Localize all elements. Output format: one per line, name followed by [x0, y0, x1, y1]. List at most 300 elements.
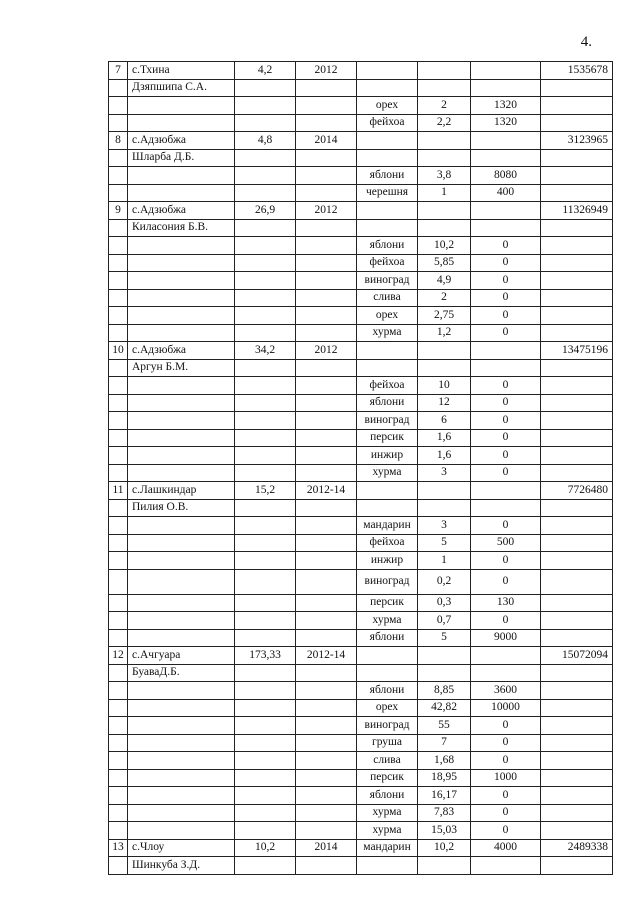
cell-year — [296, 499, 357, 517]
cell-row-number — [109, 699, 128, 717]
cell-amount — [541, 394, 613, 412]
cell-crop-area: 5 — [418, 629, 471, 647]
cell-crop: яблони — [357, 682, 418, 700]
cell-year: 2014 — [296, 132, 357, 150]
cell-location-owner: Шинкуба З.Д. — [128, 857, 235, 875]
cell-yield — [471, 664, 541, 682]
cell-crop-area: 1,2 — [418, 324, 471, 342]
cell-yield: 0 — [471, 394, 541, 412]
cell-amount — [541, 717, 613, 735]
table-row — [109, 822, 613, 840]
cell-row-number — [109, 612, 128, 630]
cell-yield: 0 — [471, 569, 541, 594]
cell-yield — [471, 342, 541, 360]
cell-row-number — [109, 324, 128, 342]
cell-crop-area: 1 — [418, 552, 471, 570]
cell-crop: персик — [357, 594, 418, 612]
table-row — [109, 412, 613, 430]
table-row — [109, 647, 613, 665]
table-row — [109, 482, 613, 500]
table-row — [109, 769, 613, 787]
table-row — [109, 664, 613, 682]
cell-yield — [471, 132, 541, 150]
cell-amount: 13475196 — [541, 342, 613, 360]
cell-row-number: 11 — [109, 482, 128, 500]
cell-row-number — [109, 184, 128, 202]
cell-area — [235, 682, 296, 700]
cell-location-owner — [128, 534, 235, 552]
cell-crop: виноград — [357, 272, 418, 290]
cell-amount — [541, 464, 613, 482]
cell-year — [296, 769, 357, 787]
cell-row-number — [109, 552, 128, 570]
cell-area — [235, 184, 296, 202]
cell-yield: 0 — [471, 464, 541, 482]
cell-amount — [541, 254, 613, 272]
cell-crop — [357, 359, 418, 377]
cell-yield: 1320 — [471, 97, 541, 115]
table-row — [109, 569, 613, 594]
cell-location-owner — [128, 752, 235, 770]
cell-yield: 0 — [471, 429, 541, 447]
cell-location-owner: БуаваД.Б. — [128, 664, 235, 682]
cell-location-owner — [128, 552, 235, 570]
cell-year: 2012-14 — [296, 482, 357, 500]
cell-crop: виноград — [357, 412, 418, 430]
table-row — [109, 184, 613, 202]
cell-location-owner: Пилия О.В. — [128, 499, 235, 517]
table-row — [109, 62, 613, 80]
table-row — [109, 359, 613, 377]
cell-crop — [357, 647, 418, 665]
cell-yield: 0 — [471, 307, 541, 325]
cell-amount — [541, 552, 613, 570]
cell-area — [235, 664, 296, 682]
cell-row-number — [109, 717, 128, 735]
cell-amount — [541, 429, 613, 447]
cell-area — [235, 464, 296, 482]
cell-year — [296, 307, 357, 325]
cell-location-owner — [128, 237, 235, 255]
table-row — [109, 682, 613, 700]
cell-amount — [541, 752, 613, 770]
cell-row-number — [109, 272, 128, 290]
cell-row-number: 12 — [109, 647, 128, 665]
cell-yield: 9000 — [471, 629, 541, 647]
cell-location-owner: Киласония Б.В. — [128, 219, 235, 237]
table-body — [109, 62, 613, 875]
table-row — [109, 394, 613, 412]
cell-year — [296, 699, 357, 717]
cell-area — [235, 629, 296, 647]
cell-area — [235, 499, 296, 517]
table-row — [109, 167, 613, 185]
cell-amount — [541, 377, 613, 395]
cell-row-number — [109, 664, 128, 682]
cell-amount — [541, 324, 613, 342]
cell-year — [296, 804, 357, 822]
cell-yield: 0 — [471, 787, 541, 805]
cell-crop: яблони — [357, 394, 418, 412]
table-row — [109, 787, 613, 805]
cell-crop: яблони — [357, 787, 418, 805]
table-row — [109, 447, 613, 465]
cell-amount — [541, 412, 613, 430]
cell-row-number — [109, 219, 128, 237]
table-row — [109, 517, 613, 535]
cell-amount — [541, 114, 613, 132]
cell-yield: 0 — [471, 237, 541, 255]
cell-row-number — [109, 682, 128, 700]
cell-crop: хурма — [357, 804, 418, 822]
cell-crop: хурма — [357, 464, 418, 482]
cell-row-number — [109, 429, 128, 447]
cell-row-number — [109, 97, 128, 115]
cell-amount: 15072094 — [541, 647, 613, 665]
cell-crop: орех — [357, 97, 418, 115]
cell-crop-area — [418, 149, 471, 167]
cell-location-owner — [128, 289, 235, 307]
table-row — [109, 717, 613, 735]
cell-crop-area: 0,7 — [418, 612, 471, 630]
cell-year — [296, 552, 357, 570]
cell-amount — [541, 237, 613, 255]
cell-row-number — [109, 237, 128, 255]
cell-year — [296, 237, 357, 255]
table-row — [109, 839, 613, 857]
cell-year — [296, 167, 357, 185]
cell-row-number — [109, 804, 128, 822]
cell-year — [296, 97, 357, 115]
cell-crop-area — [418, 219, 471, 237]
cell-year — [296, 594, 357, 612]
cell-year — [296, 324, 357, 342]
cell-amount — [541, 734, 613, 752]
cell-crop-area: 2,75 — [418, 307, 471, 325]
cell-amount — [541, 857, 613, 875]
cell-area — [235, 699, 296, 717]
cell-area — [235, 359, 296, 377]
cell-crop: мандарин — [357, 517, 418, 535]
cell-location-owner — [128, 412, 235, 430]
cell-location-owner — [128, 594, 235, 612]
cell-crop-area: 5 — [418, 534, 471, 552]
cell-year — [296, 752, 357, 770]
cell-row-number — [109, 734, 128, 752]
cell-year: 2014 — [296, 839, 357, 857]
cell-crop-area: 12 — [418, 394, 471, 412]
cell-amount — [541, 534, 613, 552]
cell-row-number — [109, 787, 128, 805]
cell-row-number: 8 — [109, 132, 128, 150]
cell-area — [235, 517, 296, 535]
cell-crop-area: 10,2 — [418, 839, 471, 857]
cell-area — [235, 167, 296, 185]
cell-area: 15,2 — [235, 482, 296, 500]
cell-row-number — [109, 377, 128, 395]
cell-year — [296, 394, 357, 412]
cell-area — [235, 254, 296, 272]
cell-crop-area: 55 — [418, 717, 471, 735]
cell-area — [235, 857, 296, 875]
cell-location-owner: Дзяпшипа С.А. — [128, 79, 235, 97]
cell-yield: 0 — [471, 734, 541, 752]
cell-location-owner — [128, 307, 235, 325]
cell-amount: 1535678 — [541, 62, 613, 80]
cell-area: 4,8 — [235, 132, 296, 150]
cell-crop-area: 5,85 — [418, 254, 471, 272]
cell-row-number: 10 — [109, 342, 128, 360]
cell-crop — [357, 219, 418, 237]
cell-location-owner: с.Адзюбжа — [128, 132, 235, 150]
cell-crop-area — [418, 499, 471, 517]
cell-yield: 0 — [471, 377, 541, 395]
cell-year — [296, 569, 357, 594]
cell-crop: слива — [357, 289, 418, 307]
cell-yield: 0 — [471, 324, 541, 342]
cell-crop: хурма — [357, 324, 418, 342]
cell-year — [296, 857, 357, 875]
table-row — [109, 499, 613, 517]
cell-amount — [541, 769, 613, 787]
cell-crop-area: 3,8 — [418, 167, 471, 185]
cell-amount — [541, 447, 613, 465]
cell-area — [235, 769, 296, 787]
cell-location-owner — [128, 97, 235, 115]
cell-crop-area: 18,95 — [418, 769, 471, 787]
cell-year — [296, 412, 357, 430]
cell-crop: мандарин — [357, 839, 418, 857]
cell-row-number — [109, 629, 128, 647]
cell-area — [235, 822, 296, 840]
cell-yield — [471, 79, 541, 97]
cell-amount — [541, 97, 613, 115]
cell-year — [296, 822, 357, 840]
cell-year — [296, 289, 357, 307]
cell-crop: орех — [357, 699, 418, 717]
cell-yield — [471, 359, 541, 377]
cell-crop-area — [418, 62, 471, 80]
cell-yield: 10000 — [471, 699, 541, 717]
table-row — [109, 132, 613, 150]
cell-yield: 1000 — [471, 769, 541, 787]
cell-amount — [541, 682, 613, 700]
cell-amount — [541, 167, 613, 185]
cell-row-number — [109, 822, 128, 840]
cell-crop: яблони — [357, 629, 418, 647]
cell-crop — [357, 499, 418, 517]
data-table — [108, 61, 613, 875]
cell-area: 26,9 — [235, 202, 296, 220]
cell-location-owner: с.Тхина — [128, 62, 235, 80]
table-row — [109, 202, 613, 220]
cell-yield: 400 — [471, 184, 541, 202]
cell-crop-area: 1,6 — [418, 447, 471, 465]
cell-area — [235, 534, 296, 552]
cell-location-owner — [128, 184, 235, 202]
cell-location-owner — [128, 629, 235, 647]
cell-year — [296, 612, 357, 630]
cell-year — [296, 184, 357, 202]
cell-area — [235, 289, 296, 307]
cell-location-owner — [128, 734, 235, 752]
cell-location-owner — [128, 612, 235, 630]
cell-location-owner: Аргун Б.М. — [128, 359, 235, 377]
cell-yield — [471, 647, 541, 665]
cell-crop-area: 0,3 — [418, 594, 471, 612]
cell-year — [296, 254, 357, 272]
cell-year — [296, 359, 357, 377]
cell-year — [296, 429, 357, 447]
cell-yield — [471, 499, 541, 517]
cell-row-number — [109, 289, 128, 307]
cell-yield — [471, 482, 541, 500]
cell-area — [235, 594, 296, 612]
cell-area — [235, 787, 296, 805]
cell-location-owner — [128, 517, 235, 535]
table-row — [109, 324, 613, 342]
cell-location-owner — [128, 804, 235, 822]
table-row — [109, 342, 613, 360]
cell-area — [235, 97, 296, 115]
cell-yield: 0 — [471, 552, 541, 570]
cell-row-number — [109, 517, 128, 535]
cell-row-number — [109, 307, 128, 325]
cell-year: 2012 — [296, 202, 357, 220]
cell-crop — [357, 342, 418, 360]
cell-yield: 0 — [471, 254, 541, 272]
cell-row-number — [109, 412, 128, 430]
cell-crop: груша — [357, 734, 418, 752]
cell-yield — [471, 149, 541, 167]
cell-crop-area — [418, 482, 471, 500]
cell-crop-area: 8,85 — [418, 682, 471, 700]
cell-amount — [541, 804, 613, 822]
cell-crop — [357, 149, 418, 167]
table-row — [109, 114, 613, 132]
table-row — [109, 272, 613, 290]
cell-amount — [541, 184, 613, 202]
cell-amount — [541, 289, 613, 307]
cell-location-owner — [128, 822, 235, 840]
cell-row-number — [109, 499, 128, 517]
table-row — [109, 734, 613, 752]
table-row — [109, 377, 613, 395]
cell-location-owner — [128, 114, 235, 132]
cell-yield: 3600 — [471, 682, 541, 700]
cell-area — [235, 552, 296, 570]
cell-row-number — [109, 857, 128, 875]
cell-crop: орех — [357, 307, 418, 325]
cell-area: 173,33 — [235, 647, 296, 665]
cell-yield: 500 — [471, 534, 541, 552]
cell-row-number — [109, 594, 128, 612]
cell-amount — [541, 359, 613, 377]
cell-crop: инжир — [357, 552, 418, 570]
cell-yield — [471, 219, 541, 237]
cell-amount — [541, 787, 613, 805]
cell-location-owner — [128, 717, 235, 735]
cell-crop-area: 2,2 — [418, 114, 471, 132]
cell-row-number — [109, 569, 128, 594]
cell-area — [235, 412, 296, 430]
cell-year — [296, 734, 357, 752]
cell-yield: 0 — [471, 447, 541, 465]
cell-amount — [541, 272, 613, 290]
cell-location-owner — [128, 377, 235, 395]
cell-area — [235, 237, 296, 255]
cell-yield: 0 — [471, 289, 541, 307]
cell-location-owner: с.Адзюбжа — [128, 342, 235, 360]
cell-row-number — [109, 254, 128, 272]
cell-crop — [357, 62, 418, 80]
table-row — [109, 612, 613, 630]
cell-amount — [541, 307, 613, 325]
cell-crop-area: 10 — [418, 377, 471, 395]
table-row — [109, 237, 613, 255]
cell-year: 2012 — [296, 62, 357, 80]
cell-year — [296, 79, 357, 97]
cell-area — [235, 447, 296, 465]
cell-year — [296, 517, 357, 535]
cell-yield: 0 — [471, 272, 541, 290]
cell-yield: 4000 — [471, 839, 541, 857]
cell-area — [235, 752, 296, 770]
cell-yield: 0 — [471, 612, 541, 630]
cell-location-owner: с.Ачгуара — [128, 647, 235, 665]
table-row — [109, 219, 613, 237]
cell-location-owner: с.Лашкиндар — [128, 482, 235, 500]
cell-year — [296, 149, 357, 167]
table-row — [109, 594, 613, 612]
cell-area — [235, 272, 296, 290]
cell-row-number — [109, 359, 128, 377]
cell-crop-area: 3 — [418, 517, 471, 535]
cell-area — [235, 734, 296, 752]
cell-area — [235, 804, 296, 822]
cell-year — [296, 534, 357, 552]
cell-crop-area: 10,2 — [418, 237, 471, 255]
cell-yield: 0 — [471, 804, 541, 822]
cell-year — [296, 664, 357, 682]
cell-row-number — [109, 534, 128, 552]
table-row — [109, 307, 613, 325]
cell-crop: хурма — [357, 822, 418, 840]
cell-amount — [541, 629, 613, 647]
cell-crop-area: 0,2 — [418, 569, 471, 594]
table-row — [109, 464, 613, 482]
cell-row-number — [109, 167, 128, 185]
cell-crop-area — [418, 202, 471, 220]
cell-location-owner: с.Члоу — [128, 839, 235, 857]
cell-row-number — [109, 114, 128, 132]
cell-crop-area: 7 — [418, 734, 471, 752]
cell-location-owner — [128, 254, 235, 272]
cell-row-number: 9 — [109, 202, 128, 220]
cell-year — [296, 272, 357, 290]
cell-yield: 0 — [471, 717, 541, 735]
cell-crop-area: 42,82 — [418, 699, 471, 717]
cell-crop-area: 3 — [418, 464, 471, 482]
cell-area — [235, 324, 296, 342]
cell-crop-area — [418, 132, 471, 150]
cell-year — [296, 629, 357, 647]
cell-crop — [357, 202, 418, 220]
cell-yield: 130 — [471, 594, 541, 612]
cell-year — [296, 717, 357, 735]
cell-crop-area: 1,68 — [418, 752, 471, 770]
cell-crop-area: 16,17 — [418, 787, 471, 805]
